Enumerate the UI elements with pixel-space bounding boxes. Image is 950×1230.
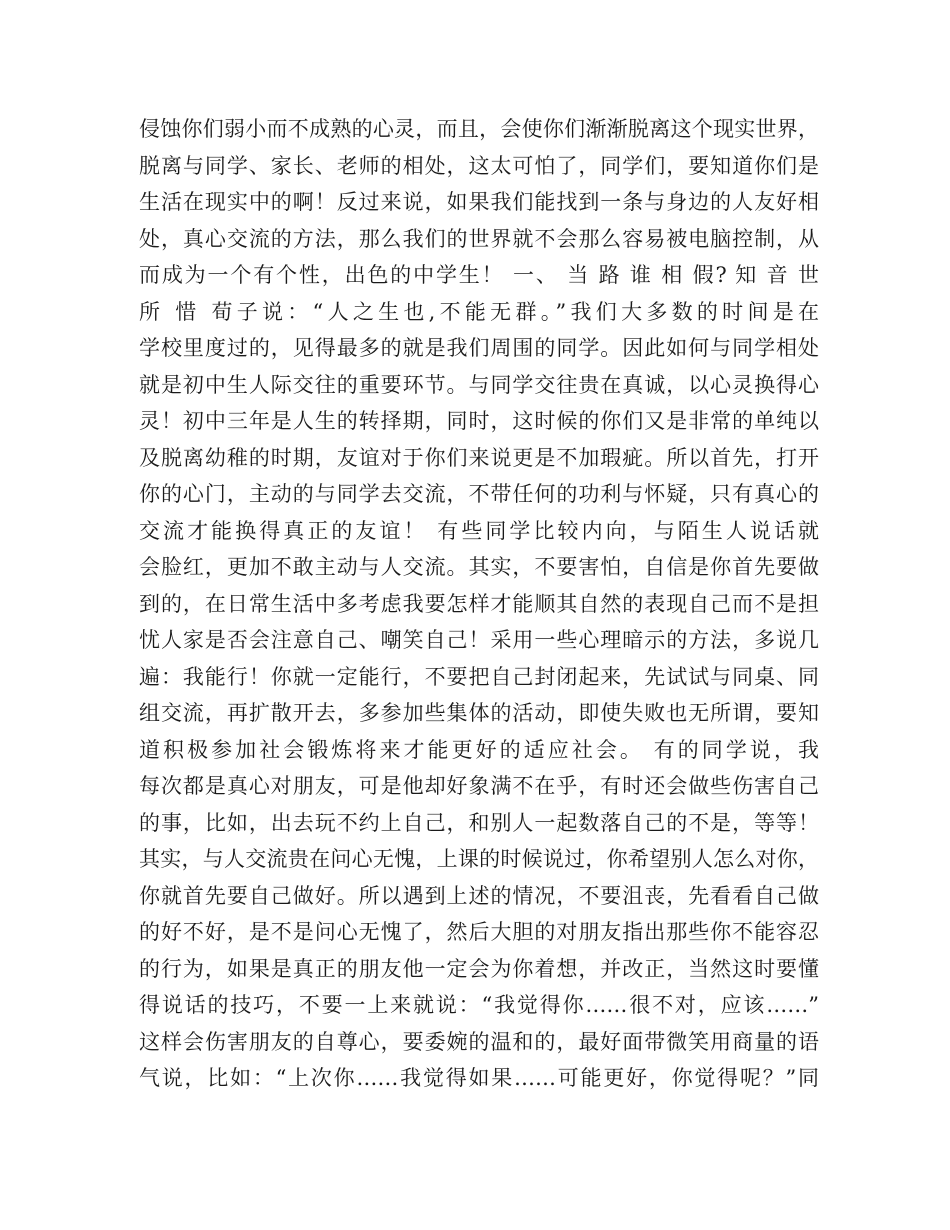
text-line: 你的心门，主动的与同学去交流，不带任何的功利与怀疑，只有真心的 — [139, 482, 819, 506]
text-line: 就是初中生人际交往的重要环节。与同学交往贵在真诚，以心灵换得心 — [139, 372, 819, 397]
text-line: 每次都是真心对朋友，可是他却好象满不在乎，有时还会做些伤害自己 — [139, 774, 819, 798]
text-line: 你就首先要自己做好。所以遇到上述的情况，不要沮丧，先看看自己做 — [139, 883, 819, 908]
text-line: 生活在现实中的啊！反过来说，如果我们能找到一条与身边的人友好相 — [139, 190, 819, 214]
text-line: 处，真心交流的方法，那么我们的世界就不会那么容易被电脑控制，从 — [139, 226, 819, 251]
text-line: 这样会伤害朋友的自尊心，要委婉的温和的，最好面带微笑用商量的语 — [139, 1029, 819, 1054]
text-line: 忧人家是否会注意自己、嘲笑自己！采用一些心理暗示的方法，多说几 — [139, 628, 819, 652]
text-line: 遍：我能行！你就一定能行，不要把自己封闭起来，先试试与同桌、同 — [139, 664, 819, 689]
text-line: 道积极参加社会锻炼将来才能更好的适应社会。 有的同学说，我 — [139, 737, 819, 762]
text-line: 脱离与同学、家长、老师的相处，这太可怕了，同学们，要知道你们是 — [139, 153, 819, 178]
text-line: 及脱离幼稚的时期，友谊对于你们来说更是不加瑕疵。所以首先，打开 — [139, 445, 819, 470]
text-line: 得说话的技巧，不要一上来就说：“我觉得你……很不对，应该……” — [139, 993, 819, 1017]
text-line: 组交流，再扩散开去，多参加些集体的活动，即使失败也无所谓，要知 — [139, 701, 819, 725]
text-line: 气说，比如：“上次你……我觉得如果……可能更好，你觉得呢？”同 — [139, 1066, 819, 1090]
text-line: 到的，在日常生活中多考虑我要怎样才能顺其自然的表现自己而不是担 — [139, 591, 819, 616]
body-text — [139, 111, 819, 1097]
text-line: 其实，与人交流贵在问心无愧，上课的时候说过，你希望别人怎么对你， — [139, 847, 819, 871]
text-line: 的好不好，是不是问心无愧了，然后大胆的对朋友指出那些你不能容忍 — [139, 920, 819, 944]
text-line: 的行为，如果是真正的朋友他一定会为你着想，并改正，当然这时要懂 — [139, 956, 819, 981]
text-line: 交流才能换得真正的友谊！ 有些同学比较内向，与陌生人说话就 — [139, 518, 819, 543]
text-line: 学校里度过的，见得最多的就是我们周围的同学。因此如何与同学相处 — [139, 336, 819, 360]
text-line: 灵！初中三年是人生的转择期，同时，这时候的你们又是非常的单纯以 — [139, 409, 819, 433]
text-line: 会脸红，更加不敢主动与人交流。其实，不要害怕，自信是你首先要做 — [139, 555, 819, 579]
text-line: 的事，比如，出去玩不约上自己，和别人一起数落自己的不是，等等！ — [139, 810, 819, 835]
text-line: 而成为一个有个性，出色的中学生！ 一、 当 路 谁 相 假? 知 音 世 — [139, 263, 819, 287]
text-line: 侵蚀你们弱小而不成熟的心灵，而且，会使你们渐渐脱离这个现实世界， — [139, 117, 819, 141]
text-line: 所 惜 荀子说：“人之生也,不能无群。”我们大多数的时间是在 — [139, 299, 819, 324]
